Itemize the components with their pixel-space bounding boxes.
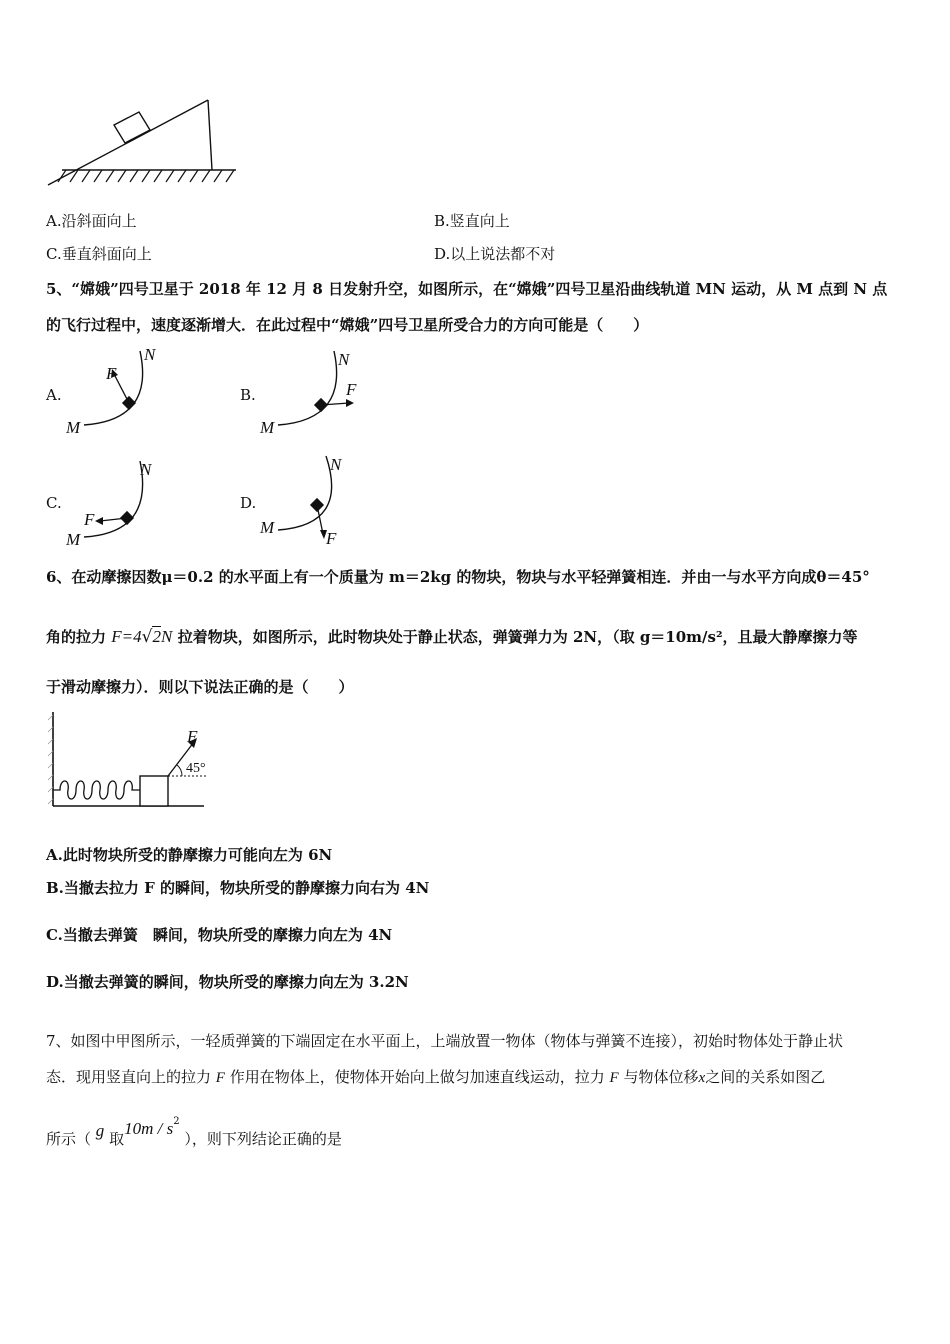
- q5b-point-m: M: [260, 418, 275, 437]
- q6-line-1: 6、在动摩擦因数μ＝0.2 的水平面上有一个质量为 m＝2kg 的物块，物块与水平轻弹簧相连．并由一与水平方向成θ＝45°: [46, 568, 870, 586]
- q6-fig-force: F: [187, 727, 198, 746]
- q5-label-d: D.: [240, 494, 257, 512]
- spring-icon: [53, 781, 140, 799]
- q6-fig-angle: 45°: [186, 761, 206, 776]
- q6-option-d: D.当撤去弹簧的瞬间，物块所受的摩擦力向左为 3.2N: [46, 973, 409, 991]
- sqrt-icon: √: [141, 627, 153, 647]
- incline-figure: [44, 96, 244, 196]
- q6-line-2-post: 拉着物块，如图所示，此时物块处于静止状态，弹簧弹力为 2N，（取 g＝10m/s²，且最大静摩擦力等: [177, 628, 858, 646]
- q4-option-a: A.沿斜面向上: [46, 212, 137, 230]
- q6-formula-root: 2: [152, 627, 161, 646]
- q5-figure-a: [60, 345, 170, 440]
- q7-formula-sup: 2: [173, 1116, 180, 1127]
- q5-label-a: A.: [46, 386, 62, 404]
- q5-figure-b: [254, 345, 364, 440]
- q7-var-x: x: [698, 1070, 706, 1086]
- q7-line-3-c: ），则下列结论正确的是: [184, 1130, 342, 1148]
- q6-formula-unit: N: [160, 627, 173, 646]
- q5b-point-n: N: [338, 350, 350, 369]
- q7-line-3: [46, 1116, 342, 1149]
- block-on-incline: [114, 112, 150, 143]
- q5d-force-label: F: [326, 529, 337, 548]
- q7-line-2: [46, 1066, 825, 1087]
- q6-option-b: B.当撤去拉力 F 的瞬间，物块所受的静摩擦力向右为 4N: [46, 879, 430, 897]
- spring-block-figure: [46, 712, 226, 812]
- q6-formula-eq: =4: [121, 627, 142, 646]
- q5d-point-m: M: [260, 518, 275, 537]
- q7-line-2-c: 与物体位移: [623, 1068, 699, 1086]
- q5c-point-m: M: [66, 530, 81, 549]
- q5c-point-n: N: [140, 460, 152, 479]
- q7-line-2-b: 作用在物体上，使物体开始向上做匀加速直线运动，拉力: [229, 1068, 605, 1086]
- q5-label-c: C.: [46, 494, 62, 512]
- q7-line-1: 7、如图中甲图所示，一轻质弹簧的下端固定在水平面上，上端放置一物体（物体与弹簧不连接），初始时物体处于静止状: [46, 1032, 844, 1050]
- q7-line-3-a: 所示（: [46, 1130, 92, 1148]
- q6-option-a: A.此时物块所受的静摩擦力可能向左为 6N: [46, 846, 333, 864]
- q5-line-2: 的飞行过程中，速度逐渐增大．在此过程中“嫦娥”四号卫星所受合力的方向可能是（ ）: [46, 316, 649, 334]
- q5a-force-label: F: [106, 364, 117, 383]
- q4-option-b: B.竖直向上: [434, 212, 510, 230]
- q7-var-f2: F: [609, 1070, 619, 1086]
- q6-line-2-pre: 角的拉力: [46, 628, 107, 646]
- block: [140, 776, 168, 806]
- q6-line-3: 于滑动摩擦力）．则以下说法正确的是（ ）: [46, 678, 354, 696]
- q7-formula-g: 10m / s: [124, 1119, 174, 1138]
- q5-label-b: B.: [240, 386, 256, 404]
- q7-var-g: g: [95, 1121, 105, 1140]
- q4-option-c: C.垂直斜面向上: [46, 245, 152, 263]
- q6-option-c: C.当撤去弹簧 瞬间，物块所受的摩擦力向左为 4N: [46, 926, 393, 944]
- q5-figure-d: [254, 450, 364, 550]
- q5-line-1: 5、“嫦娥”四号卫星于 2018 年 12 月 8 日发射升空，如图所示，在“嫦娥”四号卫星沿曲线轨道 MN 运动，从 M 点到 N 点: [46, 280, 888, 298]
- q6-formula: [111, 627, 177, 647]
- q7-line-2-d: 之间的关系如图乙: [705, 1068, 826, 1086]
- q5c-force-label: F: [84, 510, 95, 529]
- q5a-point-n: N: [144, 345, 156, 364]
- q4-option-d: D.以上说法都不对: [434, 245, 556, 263]
- q5a-point-m: M: [66, 418, 81, 437]
- q7-var-f1: F: [215, 1070, 225, 1086]
- q7-line-3-b: 取: [109, 1130, 125, 1148]
- q6-formula-f: F: [111, 627, 122, 646]
- q5-figure-c: [60, 455, 170, 550]
- q7-line-2-a: 态．现用竖直向上的拉力: [46, 1068, 212, 1086]
- q6-line-2: [46, 626, 858, 647]
- q5d-point-n: N: [330, 455, 342, 474]
- q5b-force-label: F: [346, 380, 357, 399]
